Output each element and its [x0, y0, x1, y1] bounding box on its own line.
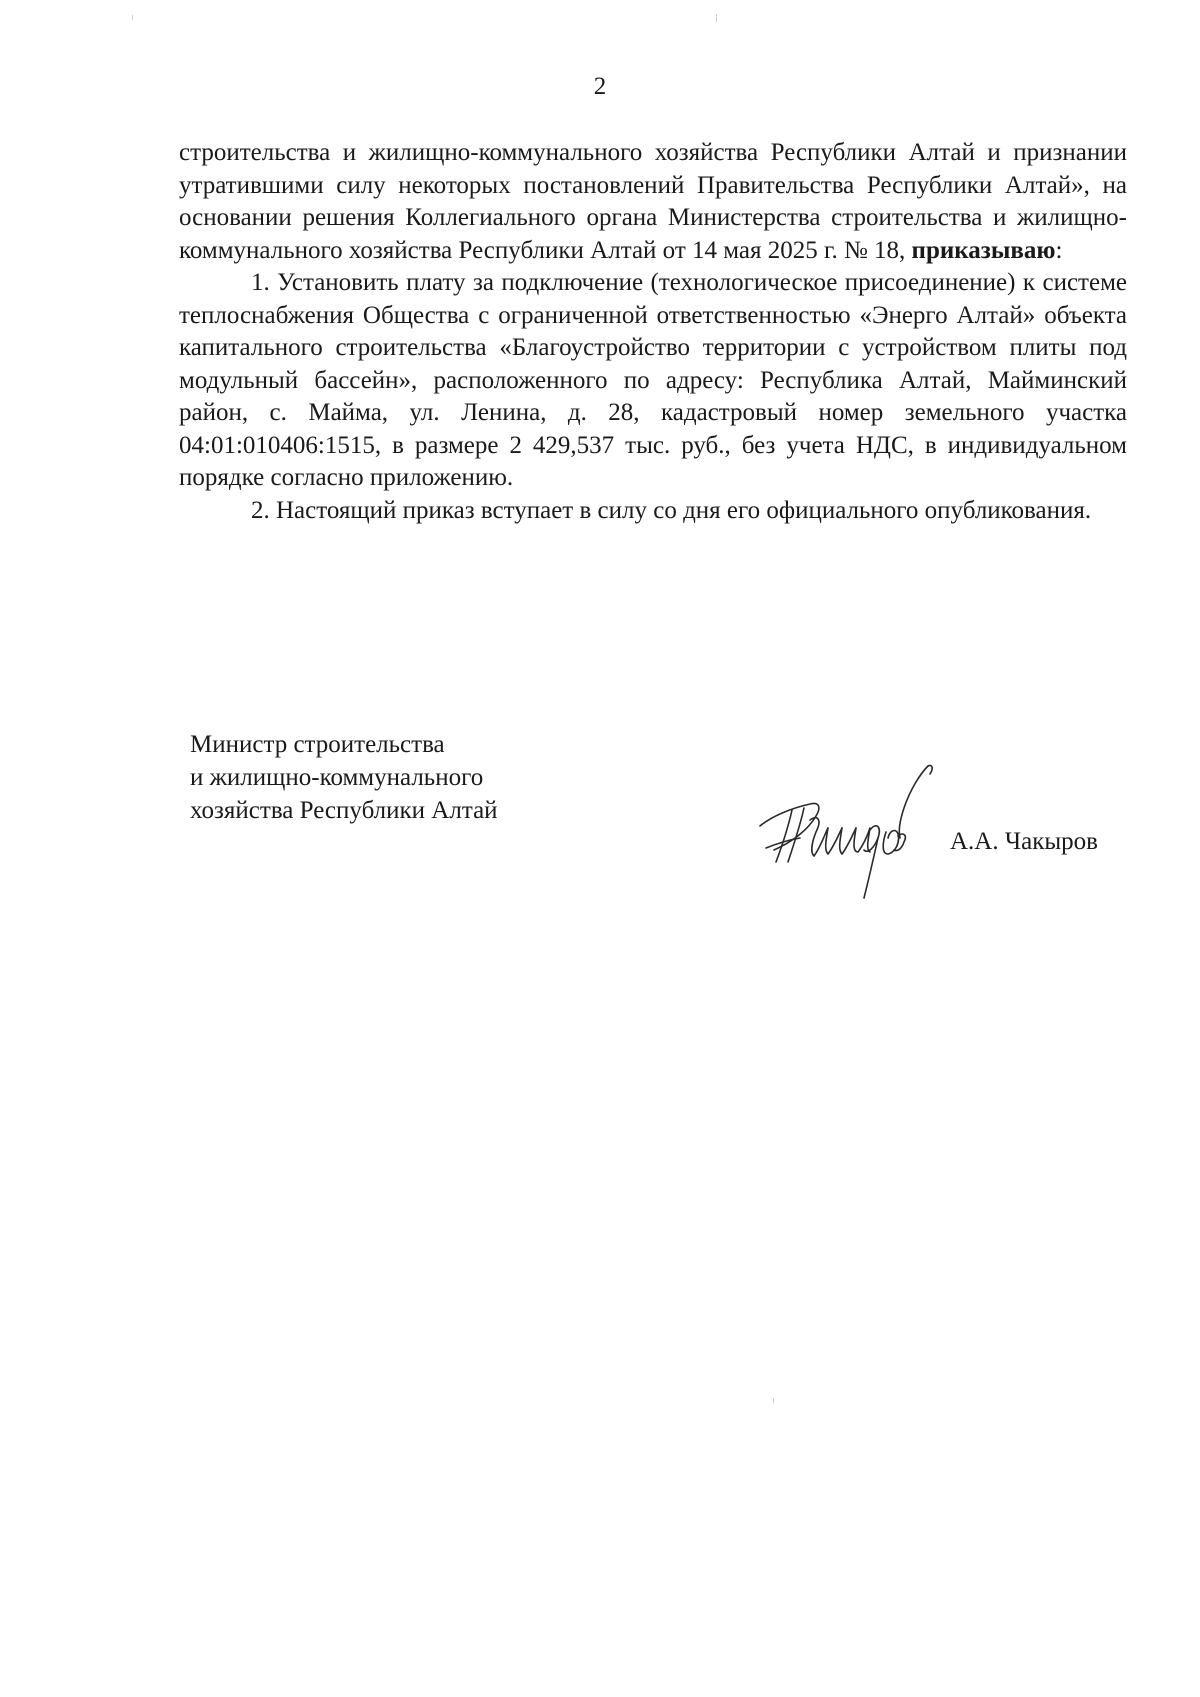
scan-dot	[773, 1398, 774, 1403]
signer-name: А.А. Чакыров	[950, 828, 1098, 855]
preamble-text: строительства и жилищно-коммунального хозяйства Республики Алтай и признании утратившими силу некоторых постановлений Правительства Республики Алтай», на основании решения Коллегиального органа Министерства строительства и жилищно-коммунального хозяйства Республики Алтай от 14 мая 2025 г. № 18,	[179, 139, 1127, 264]
paragraph-item-2: 2. Настоящий приказ вступает в силу со дня его официального опубликования.	[251, 496, 1092, 524]
signatory-title-line: и жилищно-коммунального	[190, 764, 484, 791]
handwritten-signature	[752, 758, 952, 908]
order-keyword: приказываю	[911, 236, 1056, 264]
scan-dot	[716, 14, 717, 22]
preamble-colon: :	[1055, 236, 1063, 264]
document-body	[179, 137, 1127, 527]
signatory-title-line: Министр строительства	[190, 731, 445, 758]
signatory-title-line: хозяйства Республики Алтай	[190, 797, 498, 824]
page-number: 2	[593, 73, 607, 100]
signatory-title	[190, 728, 570, 827]
paragraph-preamble	[179, 137, 1127, 267]
paragraph-item-1: 1. Установить плату за подключение (технологическое присоединение) к системе теплоснабжения Общества с ограниченной ответственностью «Энерго Алтай» объекта капитального строительства «Благоустройство территории с устройством плиты под модульный бассейн», расположенного по адресу: Республика Алтай, Майминский район, с. Майма, ул. Ленина, д. 28, кадастровый номер земельного участка 04:01:010406:1515, в размере 2 429,537 тыс. руб., без учета НДС, в индивидуальном порядке согласно приложению.	[179, 269, 1127, 491]
scan-dot	[132, 15, 133, 20]
